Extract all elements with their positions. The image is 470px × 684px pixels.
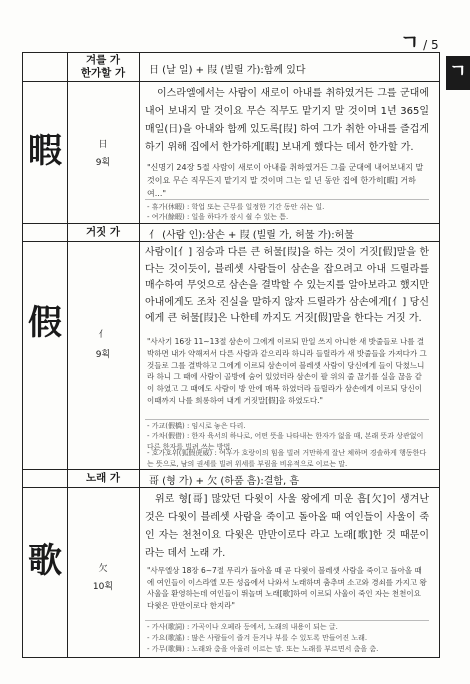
radical: 欠 <box>98 564 108 574</box>
note: - 가차(假借) : 한자 육서의 하나로, 어떤 뜻을 나타내는 한자가 없을 때, 본래 뜻과 상관없이 다른 한자를 빌려 쓰는 방법. <box>147 432 424 451</box>
note: - 가요(歌謠) : 많은 사람들이 즐겨 듣거나 부를 수 있도록 만들어진 노래. <box>147 634 368 642</box>
meaning-label: 거짓 가 <box>85 226 121 238</box>
meaning-label: 노래 가 <box>85 472 121 484</box>
entry-假 <box>23 223 439 469</box>
stroke-count: 9획 <box>95 350 111 360</box>
explanation: 이스라엘에서는 사람이 새로이 아내를 취하였거든 그를 군대에 내어 보내지 말 것이요 무슨 직무도 맡기지 말 것이며 1년 365일 매일(日)을 아내와 함께 있도록[叚] 하여 그가 취한 아내를 즐겁게 하기 위해 집에서 한가하게[暇] 보내게 했다는 데서 한가할 가. <box>145 88 429 153</box>
section-tab: ㄱ <box>446 56 470 90</box>
page-number: ㄱ / 5 <box>400 30 439 54</box>
parts-line: 亻 (사람 인):삼손 + 叚 (빌릴 가, 허물 가):허물 <box>149 230 354 241</box>
scripture-quote: "사무엘상 18장 6~7절 무리가 돌아올 때 곧 다윗이 블레셋 사람을 죽이고 돌아올 때에 여인들이 이스라엘 모든 성읍에서 나와서 노래하며 춤추며 소고와 경쇠를 가지고 왕 사울을 환영하는데 여인들이 뛰놀며 노래[歌]하여 이르되 사울이 죽인 자는 천천이요 다윗은 만만이로다 한지라" <box>147 566 427 610</box>
scripture-quote: "신명기 24장 5절 사람이 새로이 아내를 취하였거든 그를 군대에 내어보내지 말 것이요 무슨 직무든지 맡기지 말 것이며 그는 일 년 동안 집에 한가히[暇] 거하여..." <box>147 163 424 198</box>
radical: 日 <box>98 140 108 150</box>
hanja-char: 暇 <box>28 131 62 171</box>
note: - 가무(歌舞) : 노래와 춤을 아울러 이르는 말. 또는 노래를 부르면서 춤을 춤. <box>147 645 379 653</box>
meaning-label: 겨를 가 한가할 가 <box>80 54 126 79</box>
content-frame <box>22 52 440 658</box>
hanja-char: 歌 <box>28 541 62 581</box>
scripture-quote: "사사기 16장 11~13절 삼손이 그에게 이르되 만일 쓰지 아니한 새 밧줄들로 나를 결박하면 내가 약해져서 다른 사람과 같으리라 하니라 들릴라가 새 밧줄들을 가져다가 그것들로 그를 결박하고 그에게 이르되 삼손이여 블레셋 사람이 당신에게 들이 닥쳤느니라 하니 그 때에 사람이 골방에 숨어 있었더라 삼손이 팔 위의 줄 끊기를 실을 끊음 같이 하였고 그 때에도 사람이 방 안에 매복 하였더라 들릴라가 삼손에게 이르되 당신이 이때까지 나를 희롱하여 내게 거짓말[假]을 하였도다." <box>147 337 427 405</box>
hanja-char: 假 <box>28 303 62 343</box>
stroke-count: 10획 <box>92 582 114 592</box>
radical: 亻 <box>98 330 108 340</box>
parts-line: 哥 (형 가) + 欠 (하품 흠):결함, 흠 <box>149 476 300 487</box>
parts-line: 日 (날 일) + 叚 (빌릴 가):함께 있다 <box>149 65 306 76</box>
note: - 가교(假橋) : 임시로 놓은 다리. <box>147 422 246 430</box>
entry-暇 <box>23 53 439 223</box>
note: - 휴가(休暇) : 학업 또는 근무를 일정한 기간 동안 쉬는 일. <box>147 203 325 211</box>
explanation: 위로 형[哥] 많았던 다윗이 사울 왕에게 미운 흠[欠]이 생겨난 것은 다윗이 블레셋 사람을 죽이고 돌아올 때 여인들이 사울이 죽인 자는 천천이요 다윗은 만만이로다 라고 노래[歌]한 것 때문이라는 데서 노래 가. <box>145 494 429 559</box>
note: - 호가호위(狐假虎威) : 여우가 호랑이의 힘을 빌려 거만하게 잘난 체하며 경솔하게 행동한다는 뜻으로, 남의 권세를 빌려 위세를 부림을 비유적으로 이르는 말. <box>147 449 427 468</box>
stroke-count: 9획 <box>95 158 111 168</box>
entry-歌 <box>23 469 439 657</box>
explanation: 사람이[亻] 짐승과 다른 큰 허물[叚]을 하는 것이 거짓[假]말을 한다는 것이듯이, 블레셋 사람들이 삼손을 잡으려고 아내 드릴라를 매수하여 무엇으로 삼손을 결박할 수 있는지를 알아보라고 했지만 아내에게도 조차 진실을 말하지 않자 드릴라가 삼손에게[亻] 당신에게 큰 허물[叚]은 나한테 까지도 거짓[假]말을 한다는 거짓 가. <box>145 247 429 325</box>
note: - 가사(歌詞) : 가곡이나 오페라 등에서, 노래의 내용이 되는 글. <box>147 623 338 631</box>
note: - 여가(餘暇) : 일을 하다가 잠시 쉴 수 있는 틈. <box>147 213 289 221</box>
